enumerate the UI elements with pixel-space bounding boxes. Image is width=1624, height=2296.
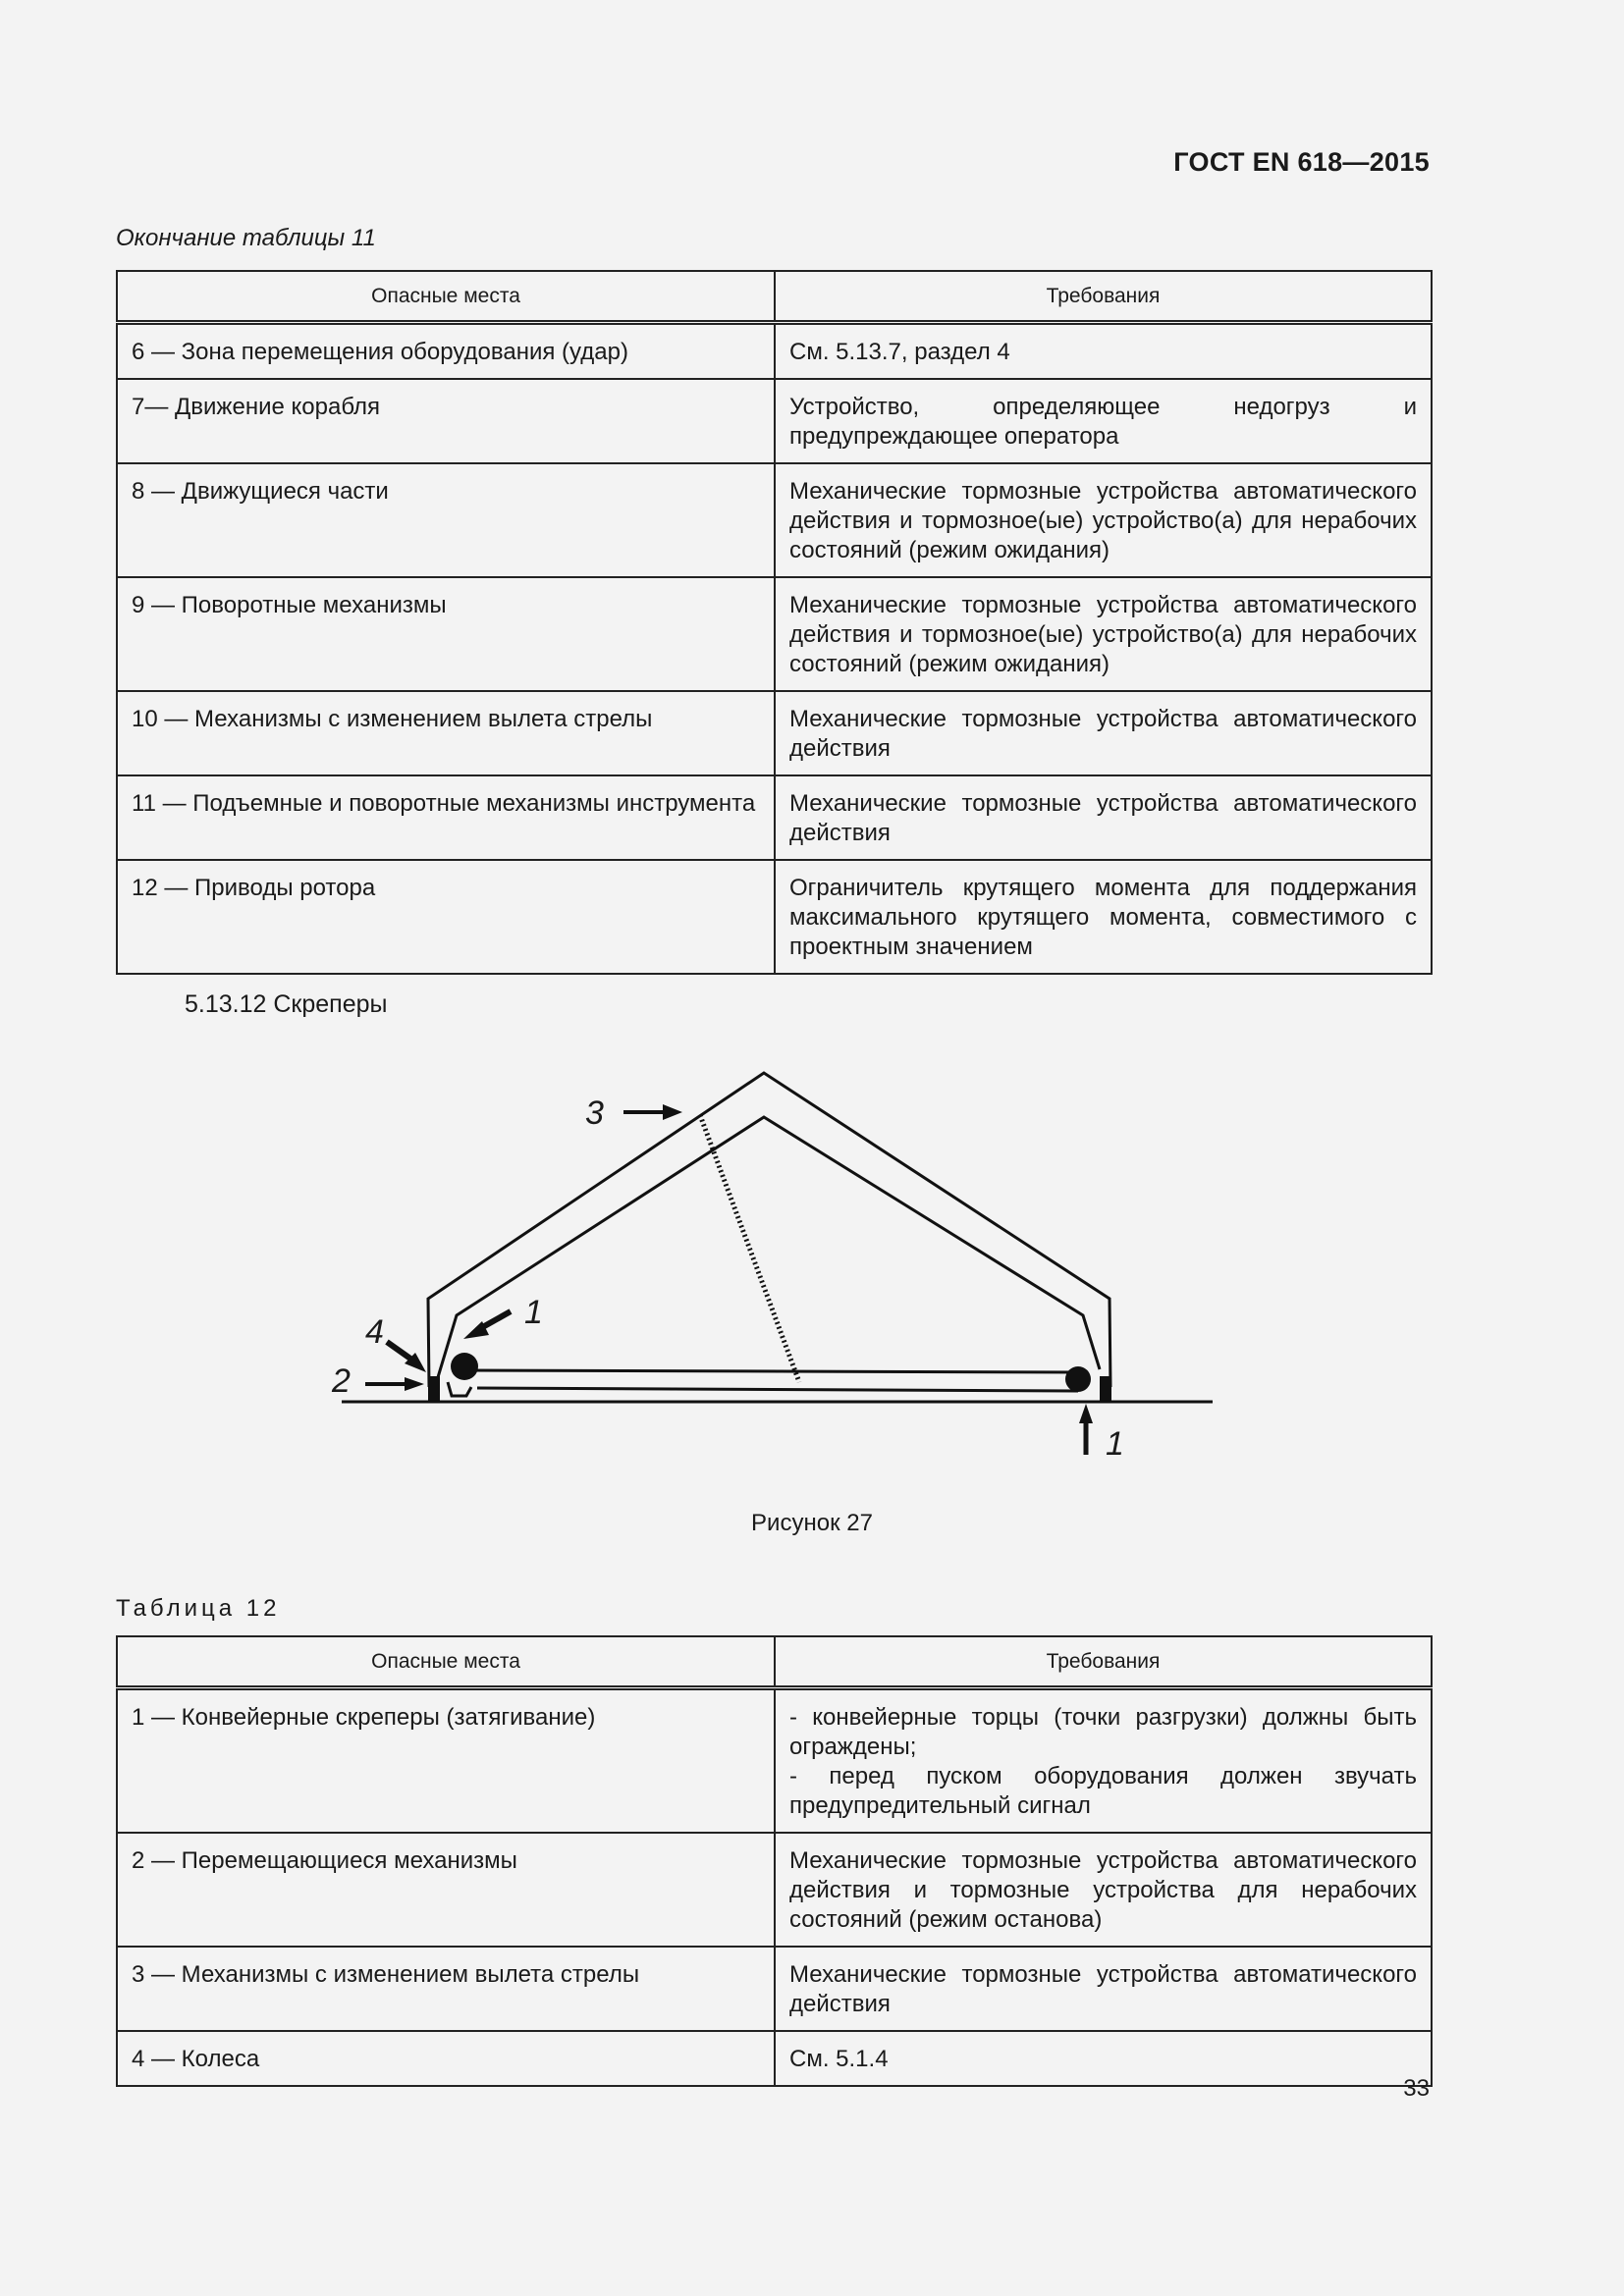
requirement-cell: Механические тормозные устройства автоматического действия и тормозное(ые) устройство(а) для нерабочих состояний (режим ожидания) <box>775 577 1432 691</box>
scraper-line <box>700 1115 799 1382</box>
left-support <box>428 1376 440 1402</box>
arrow-3 <box>623 1104 682 1120</box>
hazard-cell: 9 — Поворотные механизмы <box>117 577 775 691</box>
hazard-cell: 3 — Механизмы с изменением вылета стрелы <box>117 1947 775 2031</box>
arrow-1-bottom <box>1079 1404 1093 1455</box>
requirement-cell: См. 5.13.7, раздел 4 <box>775 323 1432 380</box>
table-12-label: Таблица 12 <box>116 1595 281 1622</box>
figure-label-3: 3 <box>585 1095 604 1132</box>
table-row <box>117 463 1432 577</box>
requirement-cell: Механические тормозные устройства автоматического действия <box>775 1947 1432 2031</box>
hazard-cell: 6 — Зона перемещения оборудования (удар) <box>117 323 775 380</box>
hazard-cell: 7— Движение корабля <box>117 379 775 463</box>
requirement-cell: Механические тормозные устройства автоматического действия и тормозные устройства для нерабочих состояний (режим останова) <box>775 1833 1432 1947</box>
hazard-cell: 4 — Колеса <box>117 2031 775 2086</box>
table-row <box>117 2031 1432 2086</box>
table-row <box>117 691 1432 775</box>
requirement-cell: См. 5.1.4 <box>775 2031 1432 2086</box>
table-row <box>117 1688 1432 1834</box>
left-drum <box>451 1353 478 1380</box>
hazard-cell: 2 — Перемещающиеся механизмы <box>117 1833 775 1947</box>
table-row <box>117 860 1432 974</box>
page-number: 33 <box>1403 2075 1430 2102</box>
table-row <box>117 1833 1432 1947</box>
column-header-hazard: Опасные места <box>117 1636 775 1688</box>
hazard-cell: 1 — Конвейерные скреперы (затягивание) <box>117 1688 775 1834</box>
requirement-cell: Механические тормозные устройства автоматического действия и тормозное(ые) устройство(а) для нерабочих состояний (режим ожидания) <box>775 463 1432 577</box>
figure-label-4: 4 <box>365 1313 384 1351</box>
figure-label-2: 2 <box>332 1362 351 1400</box>
table-row <box>117 323 1432 380</box>
scraper-diagram <box>324 1060 1227 1472</box>
hazard-cell: 12 — Приводы ротора <box>117 860 775 974</box>
figure-caption: Рисунок 27 <box>751 1510 873 1536</box>
left-guard <box>448 1382 471 1396</box>
table-row <box>117 577 1432 691</box>
column-header-requirements: Требования <box>775 271 1432 323</box>
table-11 <box>116 270 1433 975</box>
requirement-cell: Механические тормозные устройства автоматического действия <box>775 775 1432 860</box>
arrow-1-inner <box>463 1311 511 1339</box>
column-header-hazard: Опасные места <box>117 271 775 323</box>
table-12 <box>116 1635 1433 2087</box>
requirement-cell: - конвейерные торцы (точки разгрузки) должны быть ограждены; - перед пуском оборудования должен звучать предупредительный сигнал <box>775 1688 1432 1834</box>
requirement-cell: Ограничитель крутящего момента для поддержания максимального крутящего момента, совместимого с проектным значением <box>775 860 1432 974</box>
section-heading: 5.13.12 Скреперы <box>185 990 388 1018</box>
arrow-4 <box>387 1342 426 1372</box>
table-row <box>117 775 1432 860</box>
figure-label-1-bottom: 1 <box>1106 1425 1124 1463</box>
requirement-cell: Механические тормозные устройства автоматического действия <box>775 691 1432 775</box>
table-11-caption: Окончание таблицы 11 <box>116 225 376 251</box>
table-row <box>117 379 1432 463</box>
table-header-row <box>117 1636 1432 1688</box>
table-row <box>117 1947 1432 2031</box>
requirement-cell: Устройство, определяющее недогруз и предупреждающее оператора <box>775 379 1432 463</box>
arrow-2 <box>365 1377 424 1391</box>
conveyor-top <box>463 1370 1078 1372</box>
table-header-row <box>117 271 1432 323</box>
column-header-requirements: Требования <box>775 1636 1432 1688</box>
hazard-cell: 10 — Механизмы с изменением вылета стрелы <box>117 691 775 775</box>
hazard-cell: 11 — Подъемные и поворотные механизмы инструмента <box>117 775 775 860</box>
inner-housing <box>435 1117 1100 1387</box>
document-code: ГОСТ EN 618—2015 <box>1173 147 1430 177</box>
right-support <box>1100 1376 1111 1402</box>
conveyor-bottom <box>477 1388 1078 1391</box>
hazard-cell: 8 — Движущиеся части <box>117 463 775 577</box>
figure-label-1-inner: 1 <box>524 1294 543 1331</box>
right-drum <box>1065 1366 1091 1392</box>
